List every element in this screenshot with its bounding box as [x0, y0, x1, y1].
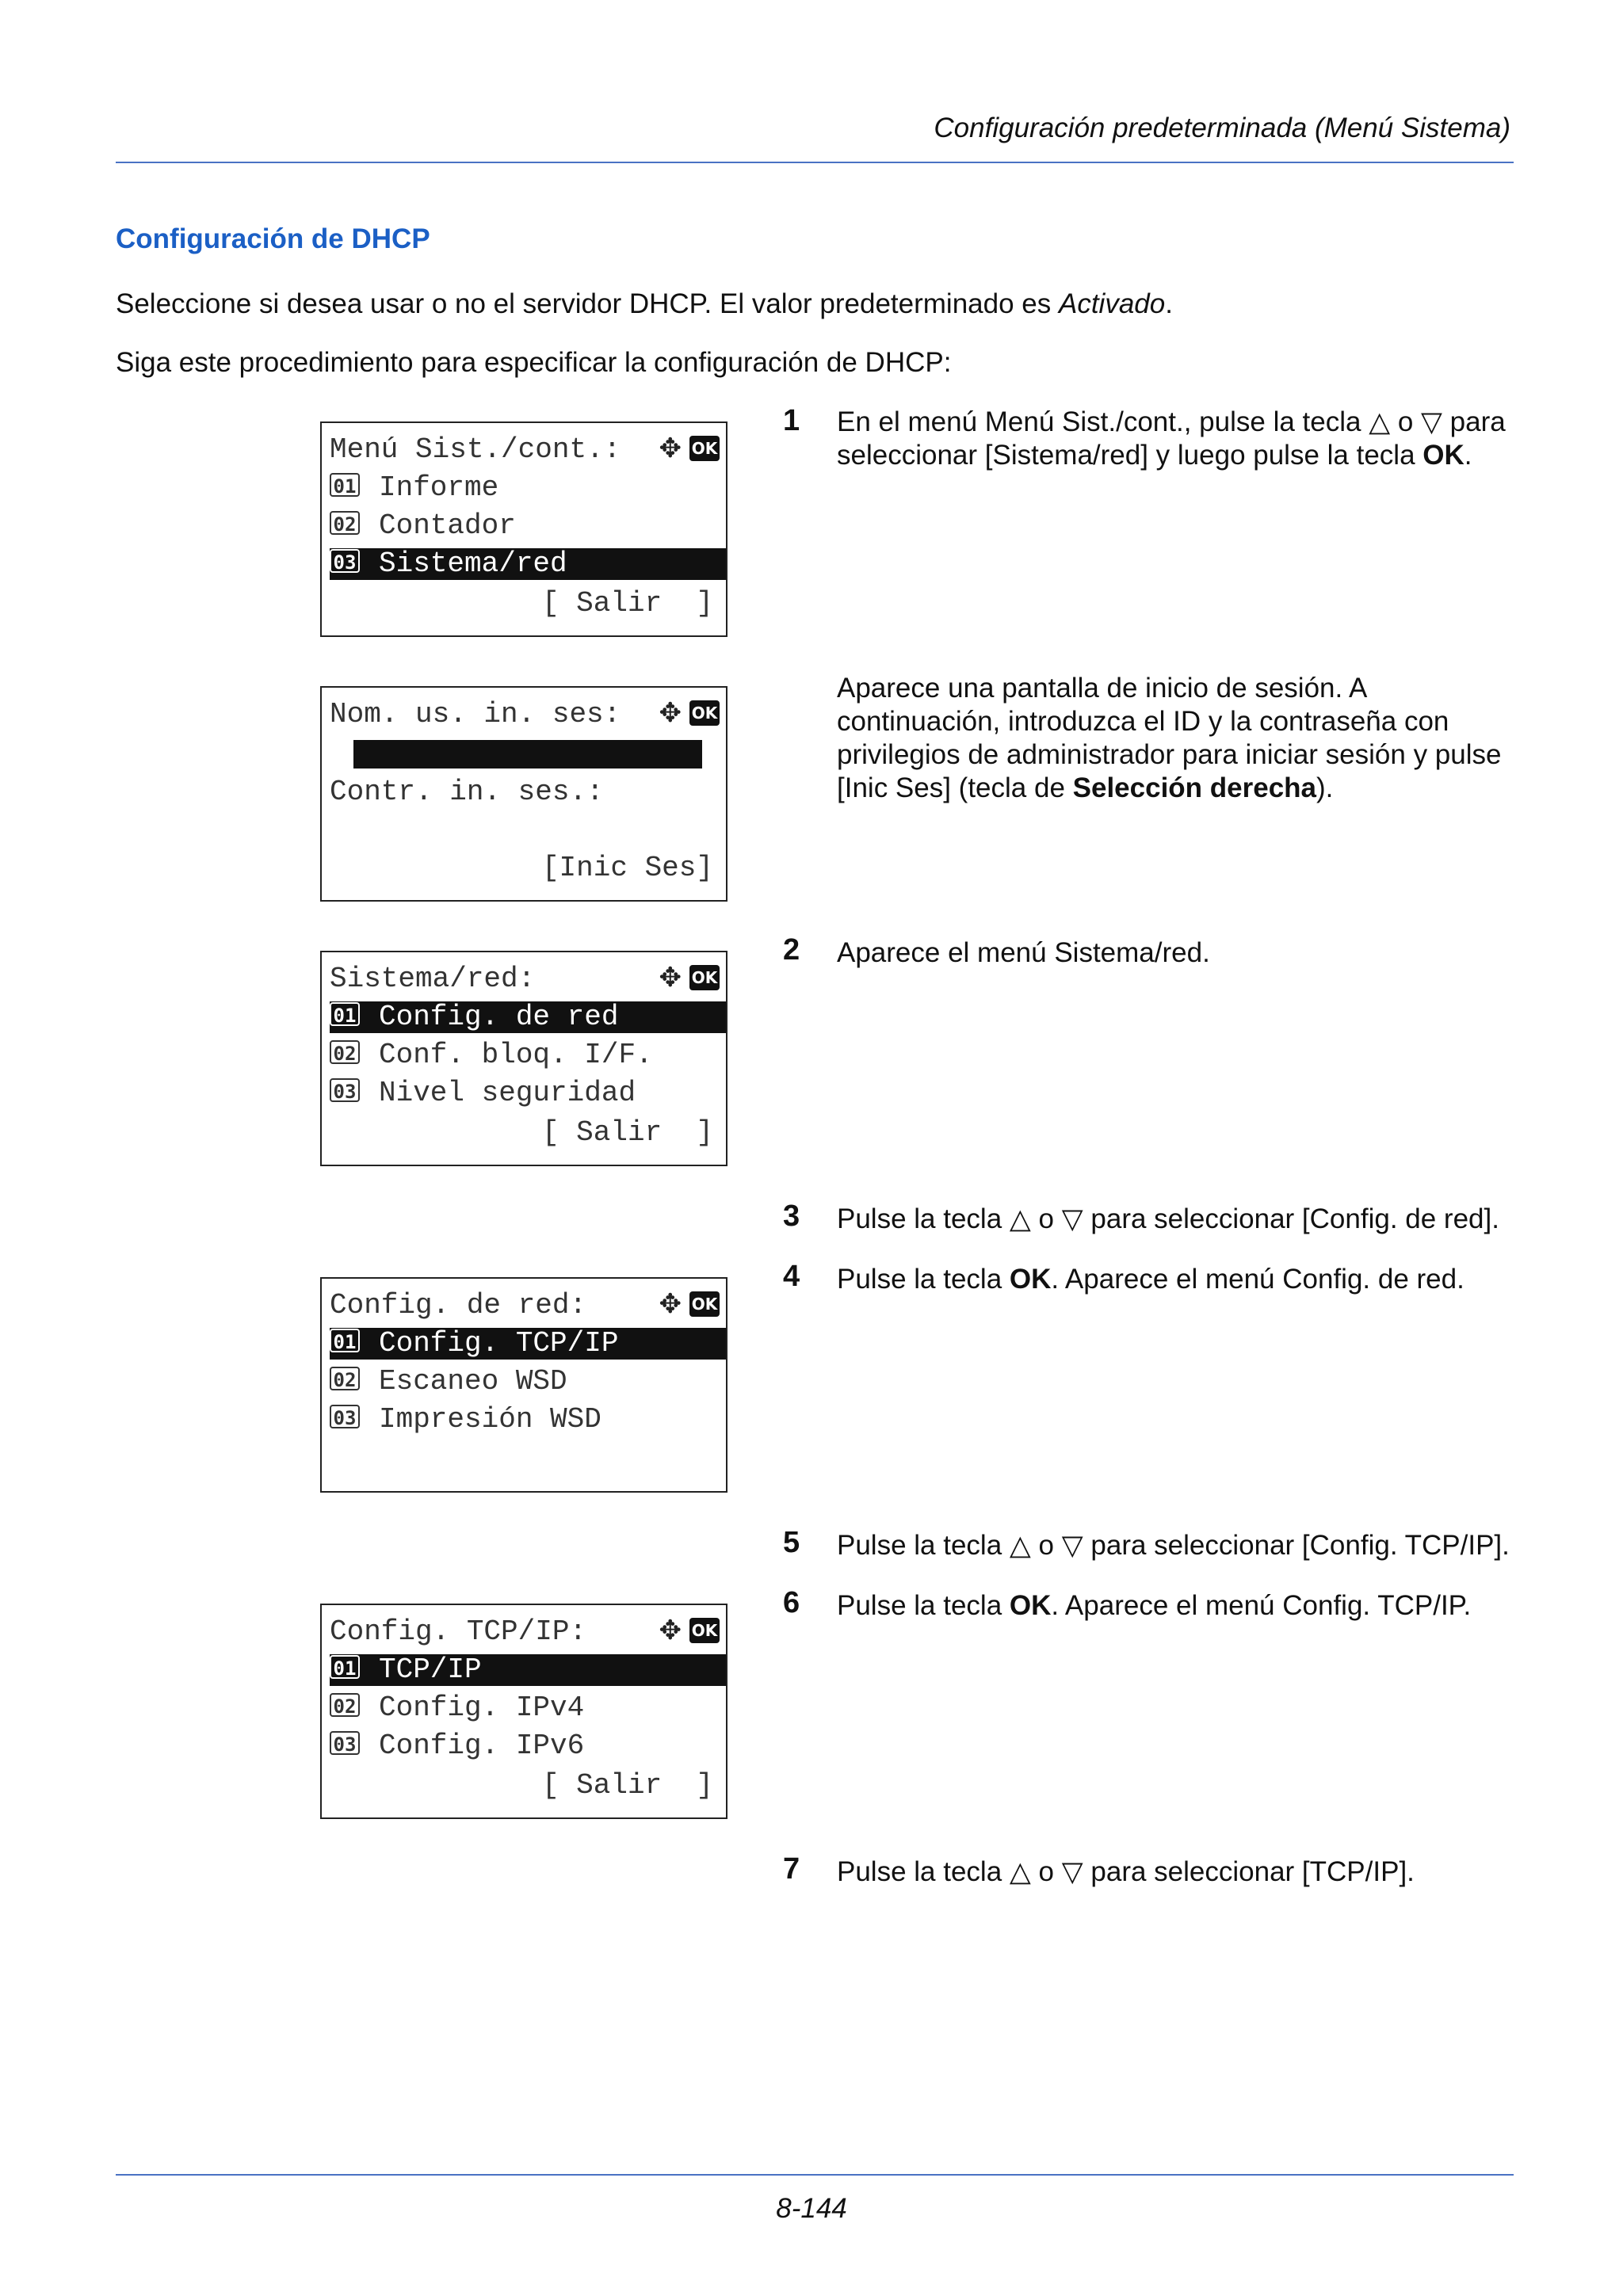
down-triangle-icon: ▽	[1061, 1530, 1083, 1562]
lcd-panel-system-menu	[320, 421, 727, 637]
menu-item-label: TCP/IP	[379, 1653, 482, 1686]
menu-item-label: Sistema/red	[379, 547, 567, 580]
menu-item	[330, 510, 726, 542]
menu-item-label: Escaneo WSD	[379, 1365, 567, 1398]
ok-icon: OK	[689, 700, 720, 726]
menu-item-selected	[330, 548, 726, 580]
step-number: 7	[783, 1852, 800, 1886]
step-3-text: Pulse la tecla △ o ▽ para seleccionar [Config. de red].	[837, 1203, 1499, 1235]
panel-nav-icons	[659, 963, 720, 992]
item-number: 03	[330, 549, 360, 573]
softkey-exit: [ Salir ]	[541, 587, 713, 620]
panel-title: Nom. us. in. ses:	[330, 698, 621, 730]
section-title: Configuración de DHCP	[116, 223, 430, 254]
up-triangle-icon: △	[1009, 1530, 1031, 1562]
menu-item-label: Impresión WSD	[379, 1403, 601, 1436]
item-number: 03	[330, 1405, 360, 1428]
lcd-panel-network-config	[320, 1277, 727, 1493]
footer-rule	[116, 2174, 1514, 2176]
menu-item	[330, 1077, 726, 1109]
lcd-panel-login	[320, 686, 727, 902]
step-5-text: Pulse la tecla △ o ▽ para seleccionar [Config. TCP/IP].	[837, 1530, 1510, 1562]
procedure-paragraph: Siga este procedimiento para especificar la configuración de DHCP:	[116, 347, 952, 378]
up-triangle-icon: △	[1009, 1856, 1031, 1888]
menu-item-selected	[330, 1654, 726, 1686]
arrows-icon: ✥	[659, 962, 682, 994]
ok-icon: OK	[689, 1291, 720, 1317]
item-number: 02	[330, 1693, 360, 1717]
step-number: 3	[783, 1199, 800, 1233]
step-7-text: Pulse la tecla △ o ▽ para seleccionar [TCP/IP].	[837, 1856, 1415, 1888]
arrows-icon: ✥	[659, 697, 682, 729]
menu-item-selected	[330, 1328, 726, 1360]
item-number: 02	[330, 511, 360, 535]
running-header: Configuración predeterminada (Menú Sistema)	[934, 113, 1510, 143]
panel-nav-icons	[659, 699, 720, 727]
menu-item-label: Config. IPv4	[379, 1691, 585, 1724]
menu-item-label: Config. IPv6	[379, 1730, 585, 1762]
intro-paragraph: Seleccione si desea usar o no el servidor DHCP. El valor predeterminado es Activado.	[116, 288, 1173, 319]
menu-item	[330, 1404, 726, 1436]
down-triangle-icon: ▽	[1421, 406, 1442, 438]
password-label: Contr. in. ses.:	[330, 776, 604, 808]
arrows-icon: ✥	[659, 1615, 682, 1646]
panel-nav-icons	[659, 434, 720, 463]
login-instructions: Aparece una pantalla de inicio de sesión. A continuación, introduzca el ID y la contraseña con privilegios de administrador para iniciar sesión y pulse [Inic Ses] (tecla de Selección derecha).	[837, 673, 1502, 803]
step-number: 5	[783, 1526, 800, 1559]
panel-nav-icons	[659, 1616, 720, 1645]
item-number: 03	[330, 1078, 360, 1102]
step-2-text: Aparece el menú Sistema/red.	[837, 937, 1210, 968]
header-rule	[116, 162, 1514, 163]
menu-item-label: Config. TCP/IP	[379, 1327, 619, 1360]
lcd-panel-system-network	[320, 951, 727, 1166]
menu-item-label: Config. de red	[379, 1001, 619, 1033]
menu-item	[330, 1039, 726, 1071]
item-number: 01	[330, 1002, 360, 1026]
panel-title: Sistema/red:	[330, 963, 536, 995]
item-number: 03	[330, 1731, 360, 1755]
default-value: Activado	[1058, 288, 1166, 319]
menu-item	[330, 1366, 726, 1398]
menu-item	[330, 472, 726, 504]
menu-item	[330, 1692, 726, 1724]
item-number: 02	[330, 1367, 360, 1390]
arrows-icon: ✥	[659, 1288, 682, 1320]
step-4-text: Pulse la tecla OK. Aparece el menú Config. de red.	[837, 1264, 1465, 1295]
step-number: 4	[783, 1260, 800, 1293]
up-triangle-icon: △	[1369, 406, 1391, 438]
page-number: 8-144	[776, 2193, 847, 2224]
down-triangle-icon: ▽	[1061, 1203, 1083, 1235]
step-6-text: Pulse la tecla OK. Aparece el menú Config. TCP/IP.	[837, 1590, 1472, 1621]
step-number: 2	[783, 933, 800, 967]
softkey-login: [Inic Ses]	[541, 852, 713, 884]
panel-title: Config. TCP/IP:	[330, 1615, 587, 1648]
item-number: 01	[330, 473, 360, 497]
ok-icon: OK	[689, 965, 720, 990]
down-triangle-icon: ▽	[1061, 1856, 1083, 1888]
panel-nav-icons	[659, 1290, 720, 1318]
step-1-text: En el menú Menú Sist./cont., pulse la tecla △ o ▽ para seleccionar [Sistema/red] y luego pulse la tecla OK.	[837, 406, 1506, 471]
menu-item	[330, 1730, 726, 1762]
softkey-exit: [ Salir ]	[541, 1769, 713, 1802]
softkey-exit: [ Salir ]	[541, 1116, 713, 1149]
panel-title: Config. de red:	[330, 1289, 587, 1322]
menu-item-label: Informe	[379, 471, 499, 504]
lcd-panel-tcpip-config	[320, 1604, 727, 1819]
step-number: 1	[783, 404, 800, 437]
item-number: 01	[330, 1329, 360, 1352]
ok-icon: OK	[689, 436, 720, 461]
menu-item-label: Contador	[379, 509, 516, 542]
item-number: 01	[330, 1655, 360, 1679]
arrows-icon: ✥	[659, 433, 682, 464]
step-number: 6	[783, 1586, 800, 1619]
menu-item-label: Conf. bloq. I/F.	[379, 1039, 653, 1071]
up-triangle-icon: △	[1009, 1203, 1031, 1235]
panel-title: Menú Sist./cont.:	[330, 433, 621, 466]
username-input-field	[353, 740, 702, 769]
menu-item-label: Nivel seguridad	[379, 1077, 636, 1109]
item-number: 02	[330, 1040, 360, 1064]
ok-icon: OK	[689, 1618, 720, 1643]
menu-item-selected	[330, 1001, 726, 1033]
